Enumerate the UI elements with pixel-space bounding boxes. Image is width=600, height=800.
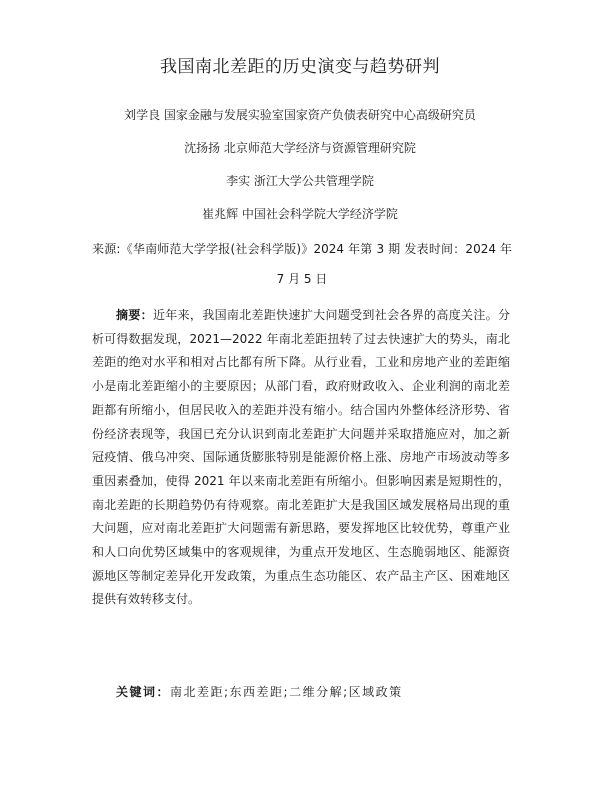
author-affiliation: 国家金融与发展实验室国家资产负债表研究中心高级研究员 xyxy=(163,108,476,122)
author-line xyxy=(0,139,600,156)
keywords-text: 南北差距;东西差距;二维分解;区域政策 xyxy=(170,685,403,699)
author-line xyxy=(0,106,600,123)
author-affiliation: 浙江大学公共管理学院 xyxy=(253,174,374,188)
author-affiliation: 中国社会科学院大学经济学院 xyxy=(241,207,398,221)
keywords xyxy=(116,683,403,700)
abstract-text: 近年来，我国南北差距快速扩大问题受到社会各界的高度关注。分析可得数据发现，2021—2022 年南北差距扭转了过去快速扩大的势头，南北差距的绝对水平和相对占比都有所下降。从行业看，工业和房地产业的差距缩小是南北差距缩小的主要原因；从部门看，政府财政收入、企业利润的南北差距都有所缩小，但居民收入的差距并没有缩小。结合国内外整体经济形势、省份经济表现等，我国已充分认识到南北差距扩大问题并采取措施应对，加之新冠疫情、俄乌冲突、国际通货膨胀特别是能源价格上涨、房地产市场波动等多重因素叠加，使得 2021 年以来南北差距有所缩小。但影响因素是短期性的，南北差距的长期趋势仍有待观察。南北差距扩大是我国区域发展格局出现的重大问题，应对南北差距扩大问题需有新思路，要发挥地区比较优势，尊重产业和人口向优势区域集中的客观规律，为重点开发地区、生态脆弱地区、能源资源地区等制定差异化开发政策，为重点生态功能区、农产品主产区、困难地区提供有效转移支付。 xyxy=(92,308,510,607)
keywords-label: 关键词： xyxy=(116,685,171,699)
abstract xyxy=(92,304,510,612)
author-name: 李实 xyxy=(226,174,251,188)
author-name: 崔兆辉 xyxy=(202,207,239,221)
abstract-label: 摘要： xyxy=(116,308,153,322)
source-info: 来源:《华南师范大学学报(社会科学版)》2024 年第 3 期 发表时间：2024 年 7 月 5 日 xyxy=(92,242,512,286)
article-title: 我国南北差距的历史演变与趋势研判 xyxy=(160,57,440,77)
author-name: 沈扬扬 xyxy=(184,141,221,155)
author-affiliation: 北京师范大学经济与资源管理研究院 xyxy=(223,141,416,155)
author-line xyxy=(0,172,600,189)
author-name: 刘学良 xyxy=(124,108,161,122)
author-line xyxy=(0,205,600,222)
